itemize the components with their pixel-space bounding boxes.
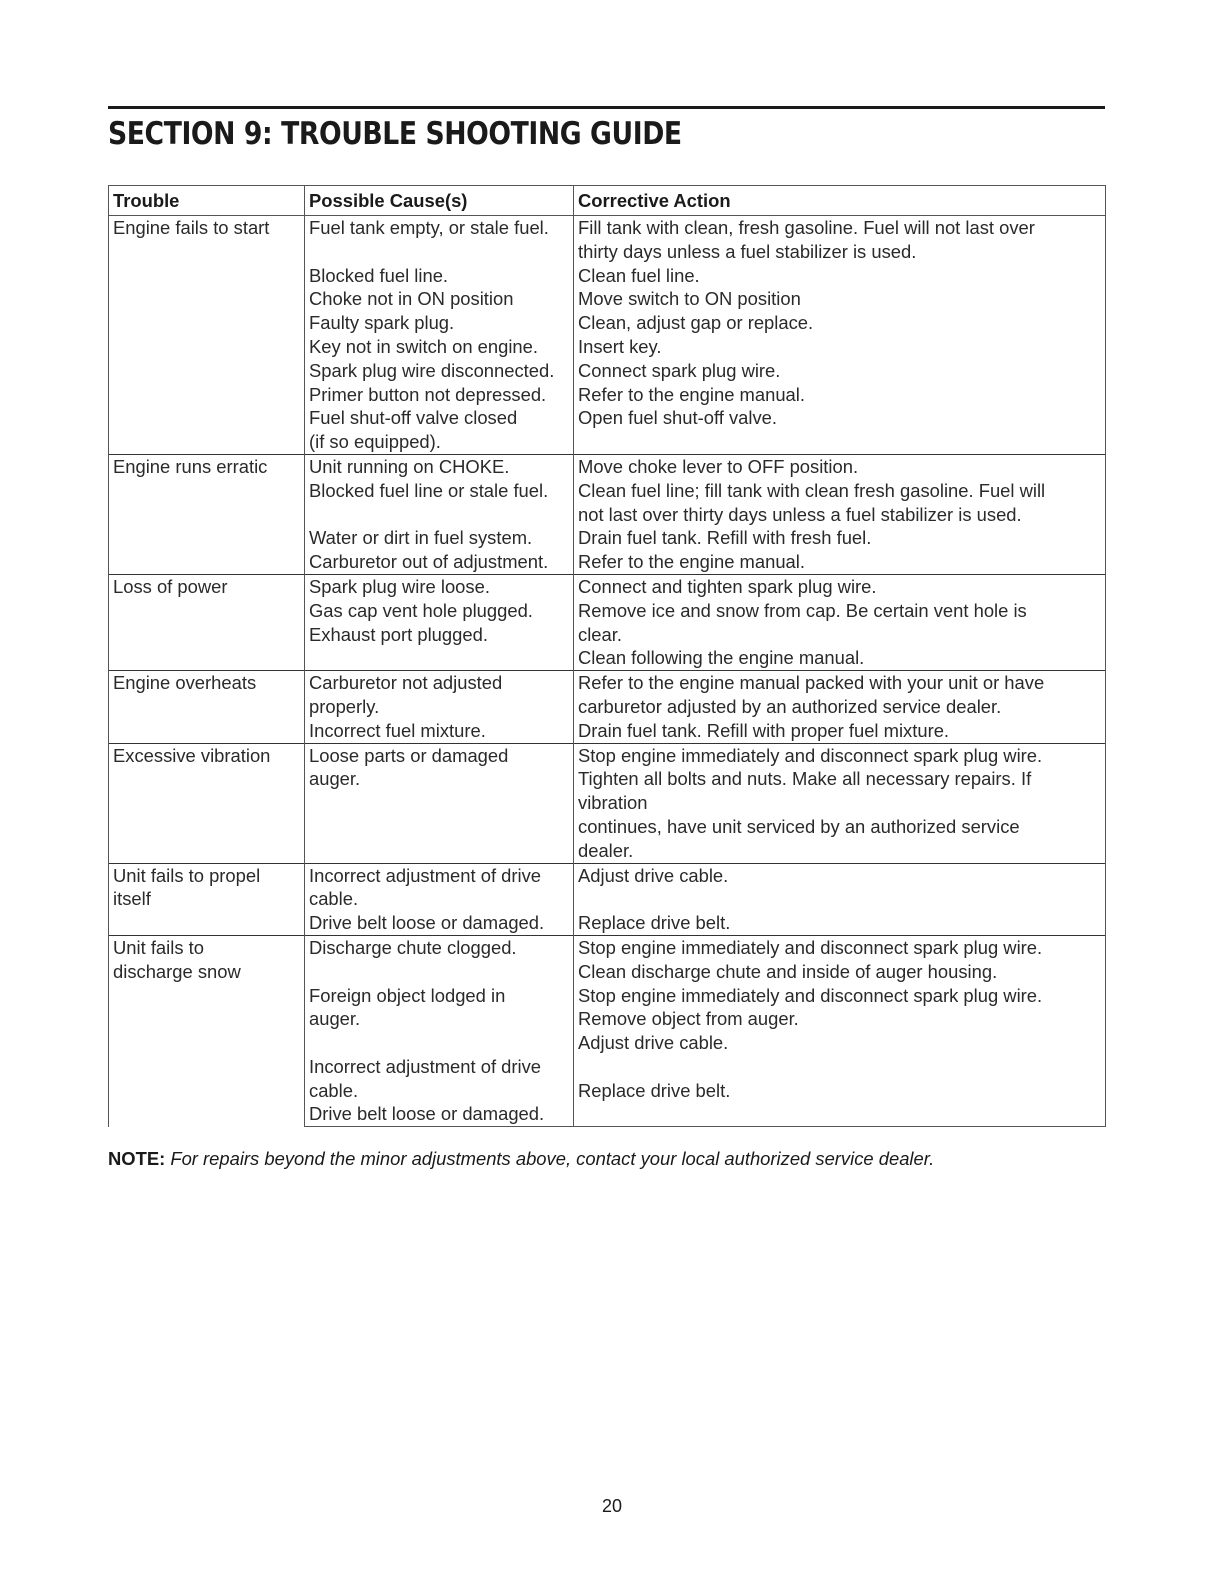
cause-cell: Carburetor out of adjustment. — [305, 550, 574, 574]
trouble-text: itself — [113, 888, 151, 910]
cause-cell — [305, 1031, 574, 1055]
cause-cell: auger. — [305, 1007, 574, 1031]
cause-cell: Discharge chute clogged. — [305, 935, 574, 959]
cause-cell: Incorrect fuel mixture. — [305, 719, 574, 743]
cause-cell: Loose parts or damaged — [305, 743, 574, 767]
cause-cell — [305, 815, 574, 839]
action-cell — [574, 1102, 1106, 1126]
action-cell — [574, 1055, 1106, 1079]
header-corrective-action: Corrective Action — [574, 186, 1106, 216]
cause-cell: Unit running on CHOKE. — [305, 454, 574, 478]
header-trouble: Trouble — [109, 186, 305, 216]
action-cell: Stop engine immediately and disconnect spark plug wire. — [574, 984, 1106, 1008]
cause-cell: properly. — [305, 695, 574, 719]
table-header-row — [109, 186, 1106, 216]
trouble-text: Engine runs erratic — [113, 455, 268, 477]
cause-cell: Exhaust port plugged. — [305, 623, 574, 647]
cause-cell: Drive belt loose or damaged. — [305, 1102, 574, 1126]
cause-cell: Incorrect adjustment of drive — [305, 1055, 574, 1079]
cause-cell: Key not in switch on engine. — [305, 335, 574, 359]
cause-cell: Spark plug wire disconnected. — [305, 359, 574, 383]
action-cell: carburetor adjusted by an authorized service dealer. — [574, 695, 1106, 719]
trouble-cell — [109, 671, 305, 743]
trouble-text: Loss of power — [113, 575, 228, 597]
table-row — [109, 574, 1106, 598]
action-cell: Tighten all bolts and nuts. Make all necessary repairs. If — [574, 767, 1106, 791]
action-cell: Replace drive belt. — [574, 911, 1106, 935]
action-cell: Refer to the engine manual packed with your unit or have — [574, 671, 1106, 695]
table-body — [109, 216, 1106, 1127]
trouble-text: Engine fails to start — [113, 217, 270, 238]
cause-cell — [305, 240, 574, 264]
trouble-cell — [109, 216, 305, 455]
cause-cell: auger. — [305, 767, 574, 791]
action-cell: Replace drive belt. — [574, 1079, 1106, 1103]
cause-cell: Water or dirt in fuel system. — [305, 526, 574, 550]
cause-cell — [305, 791, 574, 815]
trouble-text: Unit fails to propel — [113, 864, 261, 886]
table-row — [109, 454, 1106, 478]
table-row — [109, 671, 1106, 695]
action-cell: Clean following the engine manual. — [574, 646, 1106, 670]
action-cell: Fill tank with clean, fresh gasoline. Fuel will not last over — [574, 216, 1106, 240]
cause-cell: Gas cap vent hole plugged. — [305, 599, 574, 623]
action-cell: clear. — [574, 623, 1106, 647]
action-cell: Adjust drive cable. — [574, 863, 1106, 887]
action-cell: Refer to the engine manual. — [574, 550, 1106, 574]
cause-cell: cable. — [305, 887, 574, 911]
cause-cell — [305, 503, 574, 527]
action-cell: Refer to the engine manual. — [574, 383, 1106, 407]
action-cell: vibration — [574, 791, 1106, 815]
trouble-text: Excessive vibration — [113, 744, 271, 766]
action-cell: Clean discharge chute and inside of auger housing. — [574, 960, 1106, 984]
cause-cell: Incorrect adjustment of drive — [305, 863, 574, 887]
trouble-cell — [109, 935, 305, 1126]
page-number: 20 — [601, 1496, 623, 1516]
cause-cell: Blocked fuel line or stale fuel. — [305, 479, 574, 503]
action-cell: Move switch to ON position — [574, 287, 1106, 311]
cause-cell: Foreign object lodged in — [305, 984, 574, 1008]
header-possible-causes: Possible Cause(s) — [305, 186, 574, 216]
action-cell: Remove object from auger. — [574, 1007, 1106, 1031]
action-cell: Clean fuel line. — [574, 264, 1106, 288]
cause-cell: Spark plug wire loose. — [305, 574, 574, 598]
action-cell: Insert key. — [574, 335, 1106, 359]
action-cell: Move choke lever to OFF position. — [574, 454, 1106, 478]
page-title: SECTION 9: TROUBLE SHOOTING GUIDE — [108, 116, 682, 152]
action-cell: Clean, adjust gap or replace. — [574, 311, 1106, 335]
table-row — [109, 935, 1106, 959]
table-row — [109, 216, 1106, 240]
cause-cell: Faulty spark plug. — [305, 311, 574, 335]
action-cell: Stop engine immediately and disconnect spark plug wire. — [574, 935, 1106, 959]
action-cell — [574, 887, 1106, 911]
action-cell: continues, have unit serviced by an authorized service — [574, 815, 1106, 839]
troubleshooting-table — [108, 185, 1106, 1127]
action-cell: Connect spark plug wire. — [574, 359, 1106, 383]
table-row — [109, 863, 1106, 887]
cause-cell: Carburetor not adjusted — [305, 671, 574, 695]
trouble-cell — [109, 743, 305, 863]
table-row — [109, 743, 1106, 767]
action-cell: Remove ice and snow from cap. Be certain vent hole is — [574, 599, 1106, 623]
cause-cell: Fuel tank empty, or stale fuel. — [305, 216, 574, 240]
note-text: For repairs beyond the minor adjustments above, contact your local authorized service dealer. — [170, 1148, 935, 1169]
trouble-text: Engine overheats — [113, 672, 257, 694]
action-cell: Clean fuel line; fill tank with clean fresh gasoline. Fuel will — [574, 479, 1106, 503]
action-cell: Drain fuel tank. Refill with fresh fuel. — [574, 526, 1106, 550]
cause-cell: Fuel shut-off valve closed — [305, 406, 574, 430]
note — [108, 1148, 934, 1170]
action-cell: dealer. — [574, 839, 1106, 863]
cause-cell — [305, 960, 574, 984]
trouble-cell — [109, 454, 305, 574]
cause-cell: cable. — [305, 1079, 574, 1103]
trouble-text: Unit fails to — [113, 936, 204, 958]
action-cell: Open fuel shut-off valve. — [574, 406, 1106, 430]
header-rule — [108, 106, 1105, 109]
action-cell — [574, 430, 1106, 454]
action-cell: Stop engine immediately and disconnect spark plug wire. — [574, 743, 1106, 767]
trouble-cell — [109, 863, 305, 935]
cause-cell: Blocked fuel line. — [305, 264, 574, 288]
cause-cell — [305, 839, 574, 863]
cause-cell — [305, 646, 574, 670]
cause-cell: Drive belt loose or damaged. — [305, 911, 574, 935]
action-cell: Connect and tighten spark plug wire. — [574, 574, 1106, 598]
trouble-cell — [109, 574, 305, 670]
action-cell: Adjust drive cable. — [574, 1031, 1106, 1055]
cause-cell: (if so equipped). — [305, 430, 574, 454]
action-cell: thirty days unless a fuel stabilizer is used. — [574, 240, 1106, 264]
trouble-text: discharge snow — [113, 960, 241, 982]
note-label: NOTE: — [108, 1148, 166, 1169]
action-cell: not last over thirty days unless a fuel stabilizer is used. — [574, 503, 1106, 527]
cause-cell: Primer button not depressed. — [305, 383, 574, 407]
action-cell: Drain fuel tank. Refill with proper fuel mixture. — [574, 719, 1106, 743]
cause-cell: Choke not in ON position — [305, 287, 574, 311]
